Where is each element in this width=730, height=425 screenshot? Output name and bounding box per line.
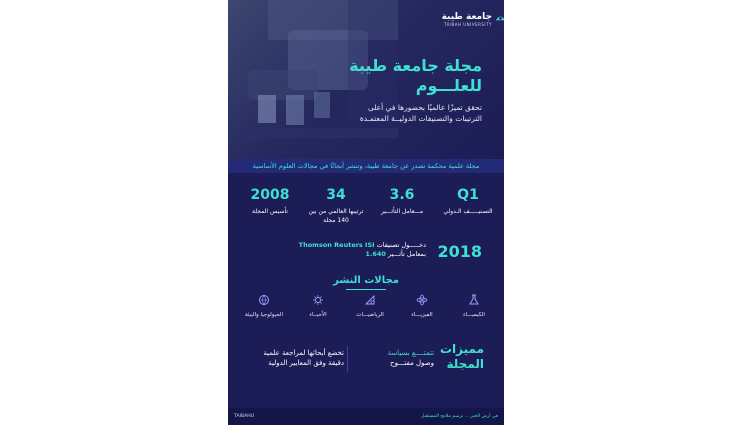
field-item-mathematics (348, 294, 392, 318)
field-label: الفيزيـــاء (411, 312, 433, 318)
logo-name-english: TAIBAH UNIVERSITY (443, 22, 492, 27)
indexing-line2-highlight: 1.640 (365, 250, 386, 258)
university-logo (442, 12, 492, 27)
logo-mark-icon (495, 12, 504, 23)
indexing-line2-prefix: بمعامل تأثـــير (387, 250, 426, 258)
fields-title: مجالات النشر (228, 275, 504, 290)
field-label: الكيميـــاء (463, 312, 485, 318)
field-item-geology (242, 294, 286, 318)
stat-value: 3.6 (389, 187, 415, 203)
feature-line: تتمتــــع بسياسة (387, 349, 434, 357)
journal-title-line2: للعلـــوم (415, 76, 482, 95)
stat-founded (240, 186, 300, 216)
stat-label: تأسيس المجلة (252, 208, 288, 215)
indexing-info (240, 238, 492, 268)
features-title-line2: المجلة (446, 357, 484, 371)
feature-line: وصول مفتـــوح (390, 359, 434, 367)
stat-label: التصنيـــــف الـدولي (443, 208, 493, 215)
logo-name-arabic: جامعة طيبة (441, 12, 492, 22)
infographic-poster (228, 0, 504, 425)
flask-icon (468, 294, 480, 306)
microbe-icon (312, 294, 324, 306)
stat-impact-factor (372, 186, 432, 216)
journal-subtitle: تحقق تميزًا عالميًا بحضورها في أعلى الترتيبات والتصنيفات الدوليــة المعتمـدة (359, 103, 482, 123)
indexing-line1-highlight: Thomson Reuters ISI (298, 241, 375, 249)
stat-label: مـــعامل التأثـــير (380, 208, 424, 215)
features-divider (347, 346, 348, 372)
features-title (439, 342, 484, 372)
journal-features (240, 338, 492, 382)
features-title-line1: مميزات (439, 342, 484, 356)
footer-slogan: في ارض الخير ... نرسم ملامح المستقبل (420, 414, 498, 419)
feature-open-access (354, 348, 434, 368)
atom-icon (416, 294, 428, 306)
field-item-physics (400, 294, 444, 318)
feature-peer-review (234, 348, 344, 368)
tagline-banner: مجلة علمية محكمة تصدر عن جامعة طيبة، وتنشر أبحاثًا في مجالات العلوم الأساسية (228, 159, 504, 173)
field-item-biology (296, 294, 340, 318)
field-item-chemistry (452, 294, 496, 318)
indexing-year: 2018 (437, 242, 482, 261)
stat-label: ترتيبها العالمي من بين 140 مجلة (308, 208, 364, 224)
footer-bar (228, 408, 504, 425)
feature-line: دقيقة وفق المعايير الدولية (268, 359, 344, 367)
stat-value: Q1 (457, 187, 479, 203)
field-label: الأحيــاء (309, 312, 327, 318)
math-icon (364, 294, 376, 306)
field-label: الرياضيـــات (356, 312, 384, 318)
feature-line: تخضع أبحاثها لمراجعة علمية (263, 349, 344, 357)
indexing-text (266, 241, 426, 259)
field-label: الجيولوجيا والبيئة (244, 312, 284, 318)
journal-title-line1: مجلة جامعة طيبة (349, 56, 482, 75)
stat-value: 34 (326, 187, 346, 203)
stat-global-rank (306, 186, 366, 225)
stat-value: 2008 (250, 187, 290, 203)
globe-icon (258, 294, 270, 306)
hero-image (228, 0, 504, 162)
footer-handle: TAIBAHU (234, 414, 255, 419)
stat-ranking (438, 186, 498, 216)
indexing-line1-prefix: دخـــــول تصنيفات (376, 241, 426, 249)
